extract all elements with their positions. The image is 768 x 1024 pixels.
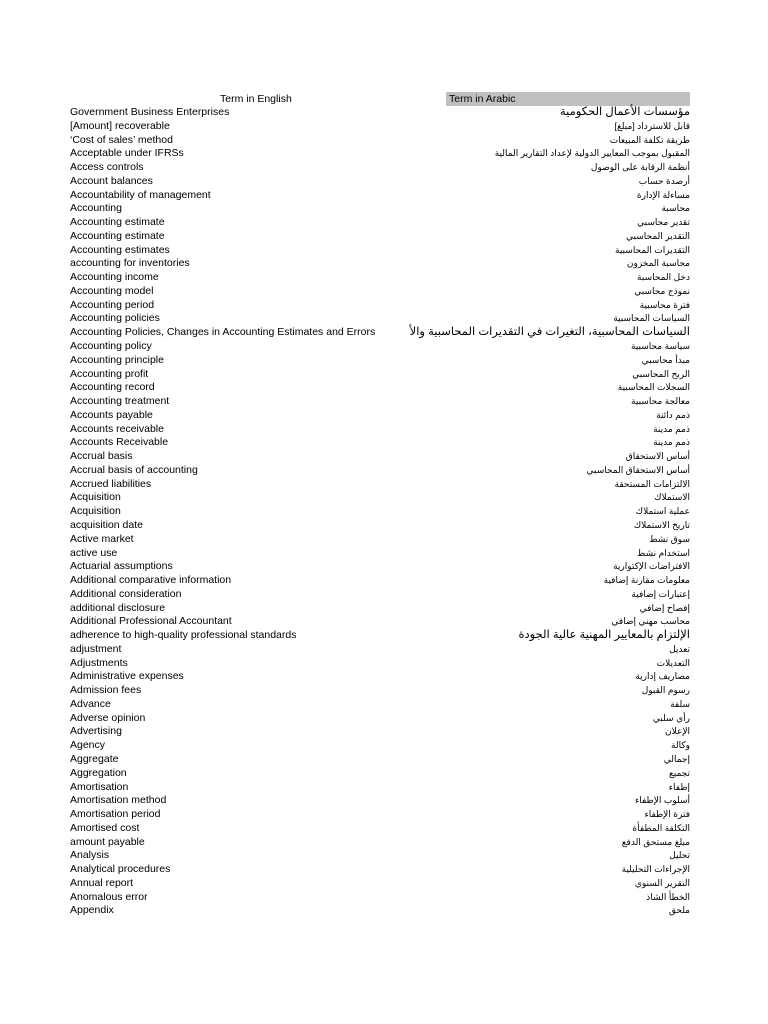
term-row	[68, 120, 692, 134]
term-arabic: رسوم القبول	[641, 685, 690, 696]
term-row	[68, 478, 692, 492]
term-row	[68, 230, 692, 244]
term-english: acquisition date	[70, 518, 143, 531]
term-row	[68, 189, 692, 203]
term-english: Amortisation period	[70, 808, 161, 821]
term-row	[68, 615, 692, 629]
term-row	[68, 712, 692, 726]
term-row	[68, 739, 692, 753]
term-arabic: تجميع	[668, 767, 690, 778]
term-arabic: محاسب مهني إضافي	[611, 616, 690, 627]
term-english: Annual report	[70, 876, 134, 889]
term-arabic: التعديلات	[656, 657, 690, 668]
term-arabic: السياسات المحاسبية	[613, 313, 690, 324]
term-arabic: السياسات المحاسبية، التغيرات في التقديرات المحاسبية والأ	[409, 326, 690, 339]
term-arabic: الإعلان	[665, 726, 690, 737]
term-english: active use	[70, 546, 118, 559]
term-arabic: المقبول بموجب المعايير الدولية لإعداد التقارير المالية	[494, 148, 690, 159]
term-list	[68, 106, 692, 918]
term-english: Accounting income	[70, 271, 159, 284]
term-arabic: التكلفة المطفأة	[632, 822, 690, 833]
term-english: Aggregate	[70, 752, 119, 765]
term-english: Advertising	[70, 725, 122, 738]
term-english: Aggregation	[70, 766, 127, 779]
term-arabic: معالجة محاسبية	[631, 396, 690, 407]
term-arabic: الالتزامات المستحقة	[614, 478, 690, 489]
term-english: amount payable	[70, 835, 145, 848]
term-arabic: الربح المحاسبي	[632, 368, 690, 379]
term-arabic: الإجراءات التحليلية	[621, 864, 690, 875]
term-english: Accounting principle	[70, 353, 164, 366]
term-arabic: تقدير محاسبي	[637, 217, 690, 228]
term-english: Adverse opinion	[70, 711, 146, 724]
term-row	[68, 891, 692, 905]
term-arabic: تحليل	[669, 850, 690, 861]
term-row	[68, 202, 692, 216]
term-arabic: ملحق	[668, 905, 690, 916]
term-arabic: أسلوب الإطفاء	[635, 795, 690, 806]
term-arabic: إطفاء	[668, 781, 690, 792]
term-row	[68, 533, 692, 547]
term-arabic: سياسة محاسبية	[630, 341, 690, 352]
term-english: Analysis	[70, 849, 110, 862]
term-row	[68, 285, 692, 299]
term-english: Government Business Enterprises	[70, 106, 230, 118]
term-english: Accounting policy	[70, 340, 152, 353]
term-row	[68, 767, 692, 781]
header-row	[68, 92, 692, 106]
term-arabic: الخطأ الشاذ	[646, 891, 690, 902]
term-arabic: مساءلة الإدارة	[636, 189, 690, 200]
term-row	[68, 450, 692, 464]
term-arabic: الافتراضات الإكتوارية	[613, 561, 690, 572]
term-row	[68, 381, 692, 395]
term-english: Accounting Policies, Changes in Accounting Estimates and Errors	[70, 326, 376, 339]
term-row	[68, 436, 692, 450]
term-english: Admission fees	[70, 684, 142, 697]
term-arabic: فترة الإطفاء	[644, 809, 690, 820]
term-english: Accounting policies	[70, 312, 160, 325]
term-english: Accountability of management	[70, 188, 211, 201]
term-english: Accounting period	[70, 298, 155, 311]
term-english: Accounting treatment	[70, 395, 170, 408]
term-arabic: عملية استملاك	[635, 506, 690, 517]
term-english: Accounts Receivable	[70, 436, 169, 449]
term-arabic: إجمالي	[663, 753, 690, 764]
term-arabic: ذمم دائنة	[656, 409, 690, 420]
term-english: Advance	[70, 697, 111, 710]
term-row	[68, 547, 692, 561]
term-arabic: مؤسسات الأعمال الحكومية	[559, 106, 690, 118]
term-row	[68, 904, 692, 918]
term-row	[68, 354, 692, 368]
term-english: Additional Professional Accountant	[70, 615, 232, 628]
term-row	[68, 794, 692, 808]
term-english: adherence to high-quality professional standards	[70, 629, 297, 642]
term-english: Accrual basis	[70, 450, 133, 463]
term-arabic: طريقة تكلفة المبيعات	[609, 134, 690, 145]
term-english: Accounting estimate	[70, 229, 165, 242]
term-arabic: سلفة	[670, 698, 690, 709]
term-row	[68, 134, 692, 148]
term-row	[68, 629, 692, 643]
term-arabic: الاستملاك	[654, 492, 690, 503]
term-arabic: إفصاح إضافي	[639, 602, 690, 613]
term-row	[68, 574, 692, 588]
term-row	[68, 271, 692, 285]
term-row	[68, 161, 692, 175]
term-english: Amortised cost	[70, 821, 140, 834]
term-arabic: أساس الاستحقاق	[625, 451, 690, 462]
glossary-sheet	[68, 92, 692, 918]
term-english: Accrual basis of accounting	[70, 463, 198, 476]
term-arabic: التقرير السنوي	[634, 877, 690, 888]
term-english: Acquisition	[70, 491, 121, 504]
term-row	[68, 781, 692, 795]
term-english: Accounting estimate	[70, 216, 165, 229]
term-english: Analytical procedures	[70, 863, 171, 876]
term-english: Additional comparative information	[70, 574, 232, 587]
term-arabic: مصاريف إدارية	[635, 671, 690, 682]
term-row	[68, 602, 692, 616]
term-row	[68, 822, 692, 836]
term-row	[68, 684, 692, 698]
term-arabic: تعديل	[669, 643, 690, 654]
term-english: Access controls	[70, 161, 144, 174]
term-arabic: مبدأ محاسبي	[641, 354, 690, 365]
term-arabic: محاسبة المخزون	[626, 258, 690, 269]
term-row	[68, 368, 692, 382]
term-arabic: قابل للاسترداد [مبلغ]	[614, 120, 690, 131]
term-arabic: معلومات مقارنة إضافية	[603, 575, 690, 586]
term-arabic: تاريخ الاستملاك	[633, 519, 690, 530]
term-row	[68, 175, 692, 189]
term-row	[68, 560, 692, 574]
term-row	[68, 395, 692, 409]
term-arabic: فترة محاسبية	[639, 299, 690, 310]
term-row	[68, 257, 692, 271]
term-english: Accrued liabilities	[70, 477, 152, 490]
term-arabic: الإلتزام بالمعايير المهنية عالية الجودة	[518, 629, 690, 642]
term-row	[68, 147, 692, 161]
term-row	[68, 588, 692, 602]
term-english: Amortisation	[70, 780, 129, 793]
term-arabic: دخل المحاسبة	[637, 272, 690, 283]
term-row	[68, 216, 692, 230]
term-row	[68, 423, 692, 437]
term-row	[68, 808, 692, 822]
term-english: Acceptable under IFRSs	[70, 147, 184, 160]
term-english: [Amount] recoverable	[70, 119, 170, 132]
term-arabic: التقدير المحاسبي	[626, 230, 690, 241]
term-english: accounting for inventories	[70, 257, 190, 270]
term-arabic: إعتبارات إضافية	[631, 588, 690, 599]
term-english: Additional consideration	[70, 587, 182, 600]
term-row	[68, 863, 692, 877]
term-row	[68, 753, 692, 767]
term-english: adjustment	[70, 642, 122, 655]
term-arabic: أرصدة حساب	[638, 175, 690, 186]
term-arabic: محاسبة	[661, 203, 690, 214]
term-english: Accounting	[70, 202, 122, 215]
term-row	[68, 643, 692, 657]
term-row	[68, 698, 692, 712]
term-english: Account balances	[70, 174, 153, 187]
term-row	[68, 464, 692, 478]
term-english: additional disclosure	[70, 601, 166, 614]
term-english: Agency	[70, 739, 106, 752]
term-row	[68, 877, 692, 891]
term-row	[68, 849, 692, 863]
term-english: Accounts receivable	[70, 422, 164, 435]
term-arabic: وكالة	[671, 740, 690, 751]
term-english: Acquisition	[70, 505, 121, 518]
term-english: ‘Cost of sales’ method	[70, 133, 173, 146]
term-row	[68, 312, 692, 326]
term-row	[68, 519, 692, 533]
term-english: Amortisation method	[70, 794, 167, 807]
term-row	[68, 836, 692, 850]
term-row	[68, 340, 692, 354]
term-english: Administrative expenses	[70, 670, 184, 683]
term-english: Active market	[70, 532, 134, 545]
term-arabic: ذمم مدينة	[653, 437, 690, 448]
term-english: Actuarial assumptions	[70, 560, 173, 573]
term-row	[68, 670, 692, 684]
term-english: Anomalous error	[70, 890, 148, 903]
header-english: Term in English	[220, 93, 292, 105]
term-english: Accounting estimates	[70, 243, 170, 256]
term-arabic: مبلغ مستحق الدفع	[621, 836, 690, 847]
term-arabic: التقديرات المحاسبية	[615, 244, 690, 255]
term-english: Appendix	[70, 904, 114, 917]
term-row	[68, 657, 692, 671]
term-english: Adjustments	[70, 656, 128, 669]
term-row	[68, 299, 692, 313]
term-arabic: السجلات المحاسبية	[617, 382, 690, 393]
term-row	[68, 106, 692, 120]
term-arabic: رأي سلبي	[652, 712, 690, 723]
term-english: Accounting record	[70, 381, 155, 394]
term-arabic: أساس الاستحقاق المحاسبي	[586, 464, 690, 475]
term-arabic: استخدام نشط	[637, 547, 690, 558]
header-arabic: Term in Arabic	[446, 92, 690, 106]
term-arabic: أنظمة الرقابة على الوصول	[590, 162, 690, 173]
term-row	[68, 725, 692, 739]
term-english: Accounts payable	[70, 408, 153, 421]
term-arabic: ذمم مدينة	[653, 423, 690, 434]
term-row	[68, 491, 692, 505]
term-row	[68, 505, 692, 519]
term-arabic: سوق نشط	[649, 533, 690, 544]
term-english: Accounting profit	[70, 367, 149, 380]
term-row	[68, 326, 692, 340]
term-arabic: نموذج محاسبي	[634, 285, 690, 296]
term-english: Accounting model	[70, 284, 154, 297]
term-row	[68, 409, 692, 423]
term-row	[68, 244, 692, 258]
